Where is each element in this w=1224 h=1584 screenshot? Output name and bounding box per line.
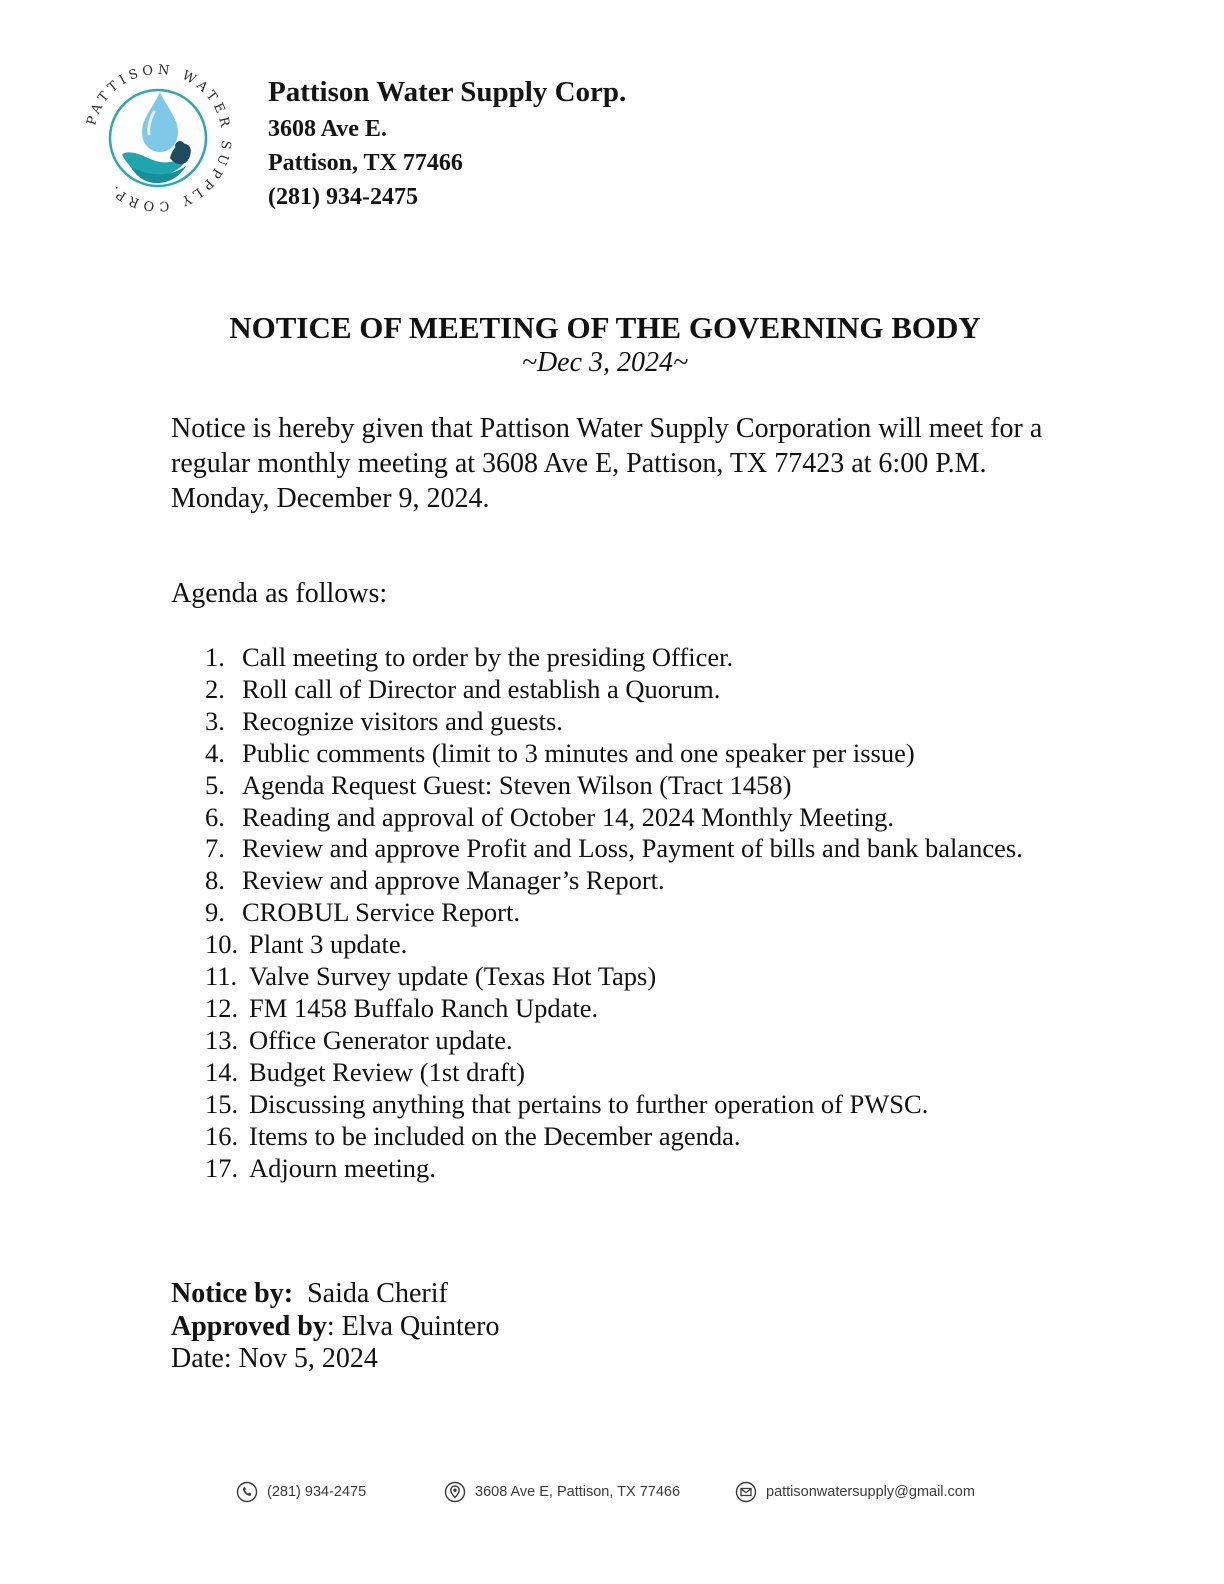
- agenda-item: 6. Reading and approval of October 14, 2024 Monthly Meeting.: [205, 801, 895, 832]
- agenda-item: 14. Budget Review (1st draft): [205, 1056, 525, 1087]
- organization-name: Pattison Water Supply Corp.: [268, 76, 627, 108]
- approved-by-label: Approved by: [171, 1310, 327, 1342]
- letterhead-address: 3608 Ave E.: [268, 116, 387, 142]
- signature-date: Date: Nov 5, 2024: [171, 1343, 378, 1374]
- location-pin-icon: [444, 1481, 466, 1503]
- approved-by-name: : Elva Quintero: [326, 1310, 500, 1342]
- svg-text:PATTISON WATER SUPPLY CORP.: PATTISON WATER SUPPLY CORP.: [84, 62, 234, 214]
- agenda-item: 4. Public comments (limit to 3 minutes and one speaker per issue): [205, 737, 915, 768]
- agenda-item: 11. Valve Survey update (Texas Hot Taps): [205, 961, 657, 992]
- agenda-item: 10. Plant 3 update.: [205, 929, 408, 960]
- agenda-item: 13. Office Generator update.: [205, 1024, 513, 1055]
- agenda-item: 5. Agenda Request Guest: Steven Wilson (Tract 1458): [205, 769, 792, 800]
- footer-address: [444, 1479, 680, 1505]
- notice-date: ~Dec 3, 2024~: [521, 347, 689, 378]
- signature-block: [171, 1278, 499, 1376]
- notice-by-label: Notice by:: [171, 1278, 294, 1309]
- agenda-item: 2. Roll call of Director and establish a Quorum.: [205, 673, 721, 704]
- footer-phone: [236, 1479, 366, 1505]
- agenda-item: 17. Adjourn meeting.: [205, 1152, 436, 1183]
- agenda-item: 15. Discussing anything that pertains to further operation of PWSC.: [205, 1088, 929, 1119]
- agenda-item: 7. Review and approve Profit and Loss, Payment of bills and bank balances.: [205, 833, 1023, 864]
- agenda-item: 9. CROBUL Service Report.: [205, 897, 520, 928]
- notice-by-line: [171, 1278, 499, 1311]
- mail-icon: [735, 1481, 757, 1503]
- footer-email: [735, 1479, 975, 1505]
- notice-by-name: Saida Cherif: [307, 1278, 448, 1309]
- agenda-item: 8. Review and approve Manager’s Report.: [205, 865, 665, 896]
- footer-email-text[interactable]: pattisonwatersupply@gmail.com: [766, 1484, 975, 1500]
- agenda-item: 12. FM 1458 Buffalo Ranch Update.: [205, 992, 599, 1023]
- letterhead-city: Pattison, TX 77466: [268, 150, 463, 176]
- letterhead-phone: (281) 934-2475: [268, 184, 418, 210]
- notice-intro-paragraph: Notice is hereby given that Pattison Water Supply Corporation will meet for a regular monthly meeting at 3608 Ave E, Pattison, TX 77423 at 6:00 P.M. Monday, December 9, 2024.: [171, 413, 1043, 514]
- footer-address-text: 3608 Ave E, Pattison, TX 77466: [475, 1484, 681, 1500]
- agenda-item: 16. Items to be included on the December agenda.: [205, 1120, 741, 1151]
- footer-phone-text: (281) 934-2475: [267, 1484, 367, 1500]
- notice-title: NOTICE OF MEETING OF THE GOVERNING BODY: [229, 310, 981, 345]
- water-drop-hands-logo-icon: [82, 62, 234, 214]
- company-logo: [82, 62, 234, 214]
- agenda-list: [205, 642, 1023, 1184]
- agenda-heading: Agenda as follows:: [171, 578, 388, 609]
- approved-by-line: [171, 1311, 499, 1344]
- phone-icon: [236, 1481, 258, 1503]
- letterhead-info: [268, 72, 626, 214]
- agenda-item: 3. Recognize visitors and guests.: [205, 705, 563, 736]
- agenda-item: 1. Call meeting to order by the presiding Officer.: [205, 642, 734, 672]
